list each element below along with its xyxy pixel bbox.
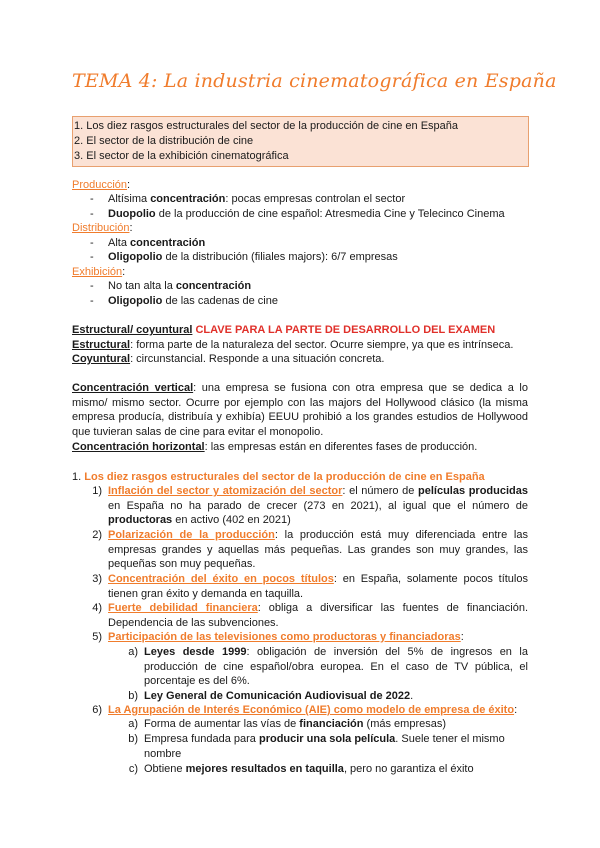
exhibicion-heading: Exhibición: — [72, 266, 126, 278]
sub-item: Ley General de Comunicación Audiovisual de 2022. — [144, 690, 414, 702]
coyuntural-definition: Coyuntural: circunstancial. Responde a una situación concreta. — [72, 353, 385, 365]
produccion-heading: Producción: — [72, 179, 131, 191]
section-1-item: Fuerte debilidad financiera: obliga a diversificar las fuentes de financiación. Dependencia de las subvenciones. — [108, 602, 528, 629]
page-title: TEMA 4: La industria cinematográfica en España — [72, 70, 557, 92]
section-1-item: Polarización de la producción: la producción está muy diferenciada entre las empresas grandes y aquellas más pequeñas. Las grandes son muy grandes, las pequeñas son muy pequeñas. — [108, 529, 528, 571]
list-number: 6) — [92, 704, 102, 716]
distribucion-heading: Distribución: — [72, 222, 133, 234]
sub-item: Leyes desde 1999: obligación de inversión del 5% de ingresos en la producción de cine español/obra europea. En el caso de TV pública, el porcentaje es del 6%. — [144, 646, 528, 688]
list-number: 2) — [92, 529, 102, 541]
section-1-heading: 1. Los diez rasgos estructurales del sector de la producción de cine en España — [72, 471, 485, 483]
sub-list-number: b) — [128, 690, 138, 702]
toc-item-1[interactable]: 1. Los diez rasgos estructurales del sector de la producción de cine en España — [74, 120, 459, 132]
sub-item: Obtiene mejores resultados en taquilla, pero no garantiza el éxito — [144, 763, 474, 775]
list-number: 5) — [92, 631, 102, 643]
sub-list-number: c) — [128, 763, 138, 775]
section-1-item: Inflación del sector y atomización del sector: el número de películas producidas en España no ha parado de crecer (273 en 2021), al igual que el número de productoras en activo (402 en 2021) — [108, 485, 528, 527]
concentracion-horizontal: Concentración horizontal: las empresas están en diferentes fases de producción. — [72, 441, 478, 453]
toc-item-3[interactable]: 3. El sector de la exhibición cinematográfica — [74, 150, 289, 162]
sub-list-number: a) — [128, 718, 138, 730]
sub-list-number: b) — [128, 733, 138, 745]
section-1-item: Concentración del éxito en pocos títulos: en España, solamente pocos títulos tienen gran éxito y demanda en taquilla. — [108, 573, 528, 600]
sub-item: Forma de aumentar las vías de financiación (más empresas) — [144, 718, 447, 730]
clave-line: Estructural/ coyuntural CLAVE PARA LA PARTE DE DESARROLLO DEL EXAMEN — [72, 324, 496, 336]
estructural-definition: Estructural: forma parte de la naturaleza del sector. Ocurre siempre, ya que es intrínseca. — [72, 339, 514, 351]
list-number: 1) — [92, 485, 102, 497]
sub-list-number: a) — [128, 646, 138, 658]
list-number: 3) — [92, 573, 102, 585]
section-1-item: La Agrupación de Interés Económico (AIE) como modelo de empresa de éxito: — [108, 704, 518, 716]
section-1-item: Participación de las televisiones como productoras y financiadoras: — [108, 631, 464, 643]
toc-item-2[interactable]: 2. El sector de la distribución de cine — [74, 135, 254, 147]
sub-item: Empresa fundada para producir una sola película. Suele tener el mismo nombre — [144, 733, 505, 760]
table-of-contents — [72, 116, 529, 167]
list-number: 4) — [92, 602, 102, 614]
concentracion-vertical: Concentración vertical: una empresa se fusiona con otra empresa que se dedica a lo mismo/ mismo sector. Ocurre por ejemplo con las majors del Hollywood clásico (la misma empresa producía, distribuía y exhibía) EEUU prohibió a los grandes estudios de Hollywood que tuvieran salas de cine para evitar el monopolio. — [72, 382, 528, 438]
